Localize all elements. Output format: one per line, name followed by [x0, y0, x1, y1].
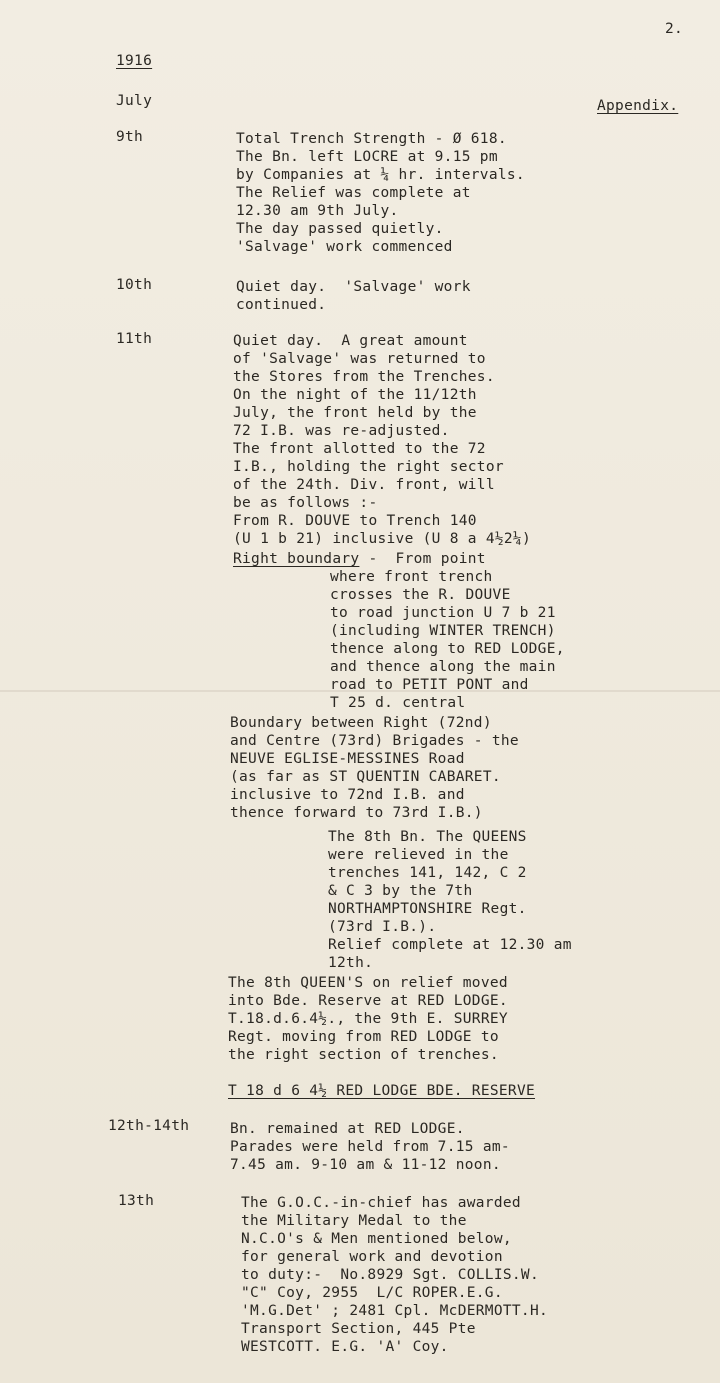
- entry-line: (as far as ST QUENTIN CABARET.: [230, 769, 501, 785]
- entry-line: On the night of the 11/12th: [233, 387, 477, 403]
- entry-line: Relief complete at 12.30 am: [328, 937, 572, 953]
- entry-line: Parades were held from 7.15 am-: [230, 1139, 510, 1155]
- page-number: 2.: [665, 21, 684, 37]
- entry-line: 7.45 am. 9-10 am & 11-12 noon.: [230, 1157, 501, 1173]
- entry-line: were relieved in the: [328, 847, 509, 863]
- entry-line: and Centre (73rd) Brigades - the: [230, 733, 519, 749]
- entry-line: "C" Coy, 2955 L/C ROPER.E.G.: [241, 1285, 503, 1301]
- entry-line: (73rd I.B.).: [328, 919, 437, 935]
- entry-line: 'Salvage' work commenced: [236, 239, 453, 255]
- entry-line: the Military Medal to the: [241, 1213, 467, 1229]
- entry-line: Total Trench Strength - Ø 618.: [236, 131, 507, 147]
- date-label: 10th: [116, 277, 153, 293]
- entry-line: 12.30 am 9th July.: [236, 203, 399, 219]
- date-label: 12th-14th: [108, 1118, 190, 1134]
- entry-line: where front trench: [330, 569, 493, 585]
- entry-line: Bn. remained at RED LODGE.: [230, 1121, 465, 1137]
- entry-line: be as follows :-: [233, 495, 378, 511]
- entry-line: The day passed quietly.: [236, 221, 444, 237]
- section-heading: T 18 d 6 4½ RED LODGE BDE. RESERVE: [228, 1083, 536, 1099]
- entry-line: road to PETIT PONT and: [330, 677, 529, 693]
- entry-line: WESTCOTT. E.G. 'A' Coy.: [241, 1339, 449, 1355]
- entry-line: 'M.G.Det' ; 2481 Cpl. McDERMOTT.H.: [241, 1303, 549, 1319]
- entry-line: and thence along the main: [330, 659, 556, 675]
- entry-line: T 25 d. central: [330, 695, 466, 711]
- entry-line: crosses the R. DOUVE: [330, 587, 511, 603]
- entry-line: (U 1 b 21) inclusive (U 8 a 4½2¼): [233, 531, 531, 547]
- right-boundary-line: [233, 550, 486, 568]
- right-boundary-rest: - From point: [359, 551, 486, 567]
- entry-line: I.B., holding the right sector: [233, 459, 504, 475]
- entry-line: N.C.O's & Men mentioned below,: [241, 1231, 512, 1247]
- month-heading: July: [116, 93, 153, 109]
- entry-line: (including WINTER TRENCH): [330, 623, 556, 639]
- date-label: 13th: [118, 1193, 155, 1209]
- entry-line: NEUVE EGLISE-MESSINES Road: [230, 751, 465, 767]
- entry-line: the Stores from the Trenches.: [233, 369, 495, 385]
- entry-line: The 8th Bn. The QUEENS: [328, 829, 527, 845]
- entry-line: continued.: [236, 297, 327, 313]
- entry-line: The G.O.C.-in-chief has awarded: [241, 1195, 521, 1211]
- entry-line: T.18.d.6.4½., the 9th E. SURREY: [228, 1011, 508, 1027]
- entry-line: inclusive to 72nd I.B. and: [230, 787, 465, 803]
- entry-line: The 8th QUEEN'S on relief moved: [228, 975, 508, 991]
- right-boundary-label: Right boundary: [233, 551, 360, 567]
- entry-line: trenches 141, 142, C 2: [328, 865, 527, 881]
- entry-line: From R. DOUVE to Trench 140: [233, 513, 477, 529]
- entry-line: The Bn. left LOCRE at 9.15 pm: [236, 149, 498, 165]
- date-label: 9th: [116, 129, 144, 145]
- entry-line: Quiet day. A great amount: [233, 333, 468, 349]
- entry-line: The front allotted to the 72: [233, 441, 486, 457]
- date-label: 11th: [116, 331, 153, 347]
- entry-line: to road junction U 7 b 21: [330, 605, 556, 621]
- appendix-heading: Appendix.: [597, 98, 679, 114]
- entry-line: of 'Salvage' was returned to: [233, 351, 486, 367]
- year-heading: 1916: [116, 53, 153, 69]
- entry-line: by Companies at ¼ hr. intervals.: [236, 167, 525, 183]
- entry-line: Regt. moving from RED LODGE to: [228, 1029, 499, 1045]
- entry-line: July, the front held by the: [233, 405, 477, 421]
- entry-line: & C 3 by the 7th: [328, 883, 473, 899]
- entry-line: 72 I.B. was re-adjusted.: [233, 423, 450, 439]
- entry-line: into Bde. Reserve at RED LODGE.: [228, 993, 508, 1009]
- entry-line: for general work and devotion: [241, 1249, 503, 1265]
- entry-line: 12th.: [328, 955, 374, 971]
- entry-line: thence along to RED LODGE,: [330, 641, 565, 657]
- entry-line: Transport Section, 445 Pte: [241, 1321, 476, 1337]
- entry-line: to duty:- No.8929 Sgt. COLLIS.W.: [241, 1267, 539, 1283]
- entry-line: Boundary between Right (72nd): [230, 715, 492, 731]
- entry-line: thence forward to 73rd I.B.): [230, 805, 483, 821]
- entry-line: NORTHAMPTONSHIRE Regt.: [328, 901, 527, 917]
- entry-line: of the 24th. Div. front, will: [233, 477, 495, 493]
- entry-line: The Relief was complete at: [236, 185, 471, 201]
- entry-line: Quiet day. 'Salvage' work: [236, 279, 471, 295]
- entry-line: the right section of trenches.: [228, 1047, 499, 1063]
